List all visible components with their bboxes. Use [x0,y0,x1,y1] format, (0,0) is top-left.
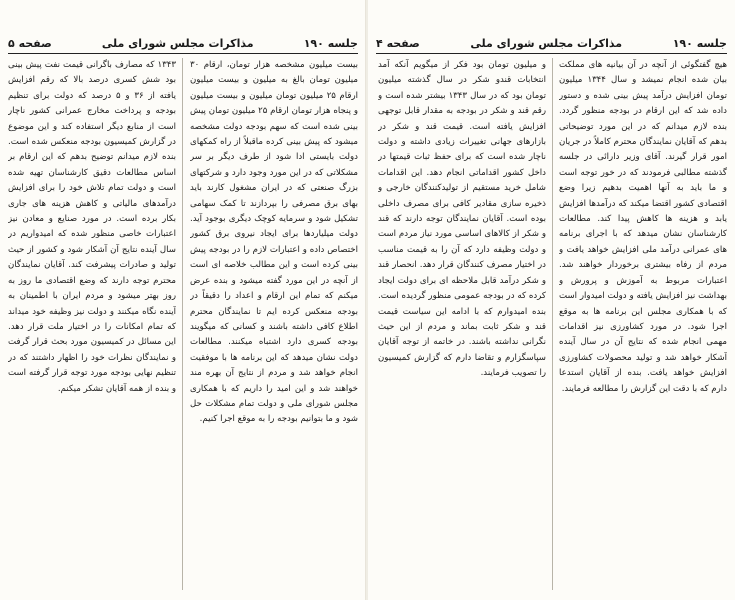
left-page-column-2 [8,58,176,594]
right-page-session: جلسه ۱۹۰ [672,36,727,50]
right-page-column-1 [559,58,727,594]
right-page-column-2 [378,58,546,594]
left-page-number: صفحه ۵ [8,36,52,50]
left-page-header [8,34,358,52]
right-column-2-text: و میلیون تومان بود فکر از میگویم آنکه آمد انتخابات قندو شکر در سال گذشته میلیون تومان بود که در سال ۱۳۴۳ بیشتر شده است و رقم قند و شکر در بودجه به مقدار قابل توجهی افزایش یافته است. قیمت قند و شکر در بازارهای جهانی تغییرات زیادی داشته و دولت ناچار شده است که برای حفظ ثبات قیمتها در داخل کشور اقداماتی انجام دهد. این اقدامات شامل خرید مستقیم از تولیدکنندگان خارجی و ذخیره سازی مقادیر کافی برای مصرف داخلی بوده است. آقایان نمایندگان توجه دارند که قند و شکر از کالاهای اساسی مورد نیاز مردم است و دولت وظیفه دارد که آن را به قیمت مناسب در اختیار مصرف کنندگان قرار دهد. انحصار قند و شکر درآمد قابل ملاحظه ای برای دولت ایجاد کرده که در بودجه عمومی منظور گردیده است. بنده امیدوارم که با ادامه این سیاست قیمت قند و شکر ثابت بماند و مردم از این حیث نگرانی نداشته باشند. در خاتمه از توجه آقایان سپاسگزارم و تقاضا دارم که گزارش کمیسیون را تصویب فرمایند. [378,60,546,379]
left-column-2-text: ۱۳۴۳ که مصارف باگرانی قیمت نفت پیش بینی بود شش کسری درصد بالا که رقم افزایش یافته از ۳۶ و ۵ درصد که دولت برای تنظیم بودجه و پرداخت مخارج عمرانی کشور ناچار است از منابع دیگر استفاده کند و این موضوع در گزارش کمیسیون بودجه منعکس شده است. بنده لازم میدانم توضیح بدهم که این ارقام بر اساس مطالعات دقیق کارشناسان تهیه شده است و دولت تمام تلاش خود را برای افزایش درآمدهای مالیاتی و کاهش هزینه های جاری بکار برده است. در مورد صنایع و معادن نیز اعتبارات خاصی منظور شده که امیدواریم در سال آینده نتایج آن آشکار شود و کشور از حیث تولید و صادرات پیشرفت کند. آقایان نمایندگان محترم توجه دارند که وضع اقتصادی ما روز به روز بهتر میشود و مردم ایران با اطمینان به آینده نگاه میکنند و دولت نیز وظیفه خود میداند که تمام امکانات را در اختیار ملت قرار دهد. این مسائل در کمیسیون مورد بحث قرار گرفت و نمایندگان نظرات خود را اظهار داشتند که در تنظیم نهایی بودجه مورد توجه قرار گرفته است و بنده از همه آقایان تشکر میکنم. [8,60,176,394]
left-page-session: جلسه ۱۹۰ [303,36,358,50]
left-header-rule [8,53,358,54]
left-column-1-text: بیست میلیون مشخصه هزار تومان، ارقام ۳۰ میلیون تومان بالغ به میلیون و بیست میلیون ارقام ۲۵ میلیون تومان میلیون و بیست میلیون و پنجاه هزار تومان ارقام ۲۵ میلیون تومان پیش بینی شده است که سهم بودجه دولت مشخصه میشود که پیش بینی کرده ماقبلاً از راه کمکهای دولت بایستی ادا شود از طرف دیگر بر سر مشکلاتی که در این مورد وجود دارد و شرکتهای بزرگ صنعتی که در ایران مشغول کارند باید بهای برق مصرفی را بپردازند تا کمک سهامی تشکیل شود و سرمایه کوچک دیگری بوجود آید. دولت میلیاردها برای ایجاد نیروی برق کشور اختصاص داده و اعتبارات لازم را در بودجه پیش بینی کرده است و این مطالب خلاصه ای است از آنچه در این مورد گفته میشود و بنده عرض میکنم که تمام این ارقام و اعداد را دقیقاً در بودجه منعکس کرده ایم تا نمایندگان محترم اطلاع کافی داشته باشند و کسانی که میگویند بودجه کسری دارد اشتباه میکنند. مطالعات دولت نشان میدهد که این برنامه ها با موفقیت انجام خواهد شد و مردم از نتایج آن بهره مند خواهند شد و این امید را داریم که با همکاری مجلس شورای ملی و دولت تمام مشکلات حل شود و ما بتوانیم بودجه را به موقع اجرا کنیم. [190,60,358,425]
left-page-title: مذاکرات مجلس شورای ملی [101,36,254,50]
right-page-title: مذاکرات مجلس شورای ملی [470,36,623,50]
right-column-divider [552,58,553,590]
left-page [0,0,367,600]
right-header-rule [376,53,727,54]
left-column-divider [182,58,183,590]
right-column-1-text: هیچ گفتگوئی از آنچه در آن بیانیه های مملکت بیان شده انجام نمیشد و سال ۱۳۴۴ میلیون تومان افزایش درآمد پیش بینی شده و دستور داده شد که این ارقام در بودجه منظور گردد. بنده لازم میدانم که در این مورد توضیحاتی بدهم که آقایان نمایندگان محترم کاملاً در جریان امور قرار گیرند. آقای وزیر دارائی در جلسه گذشته مطالبی فرمودند که در خور توجه است و ما باید به آنها اهمیت بدهیم زیرا وضع اقتصادی کشور اقتضا میکند که درآمدها افزایش یابد و هزینه ها کاهش پیدا کند. مطالعات کارشناسان نشان میدهد که با اجرای برنامه های عمرانی درآمد ملی افزایش خواهد یافت و مردم از رفاه بیشتری برخوردار خواهند شد. اعتبارات مربوط به آموزش و پرورش و بهداشت نیز افزایش یافته و دولت امیدوار است که با همکاری مجلس این برنامه ها به موقع اجرا شود. در مورد کشاورزی نیز اقدامات مهمی انجام شده که نتایج آن در سال آینده آشکار خواهد شد و تولید محصولات کشاورزی افزایش خواهد یافت. بنده از آقایان استدعا دارم که با دقت این گزارش را مطالعه فرمایند. [559,60,727,394]
right-page [368,0,735,600]
right-page-number: صفحه ۴ [376,36,420,50]
right-page-header [376,34,727,52]
left-page-column-1 [190,58,358,594]
